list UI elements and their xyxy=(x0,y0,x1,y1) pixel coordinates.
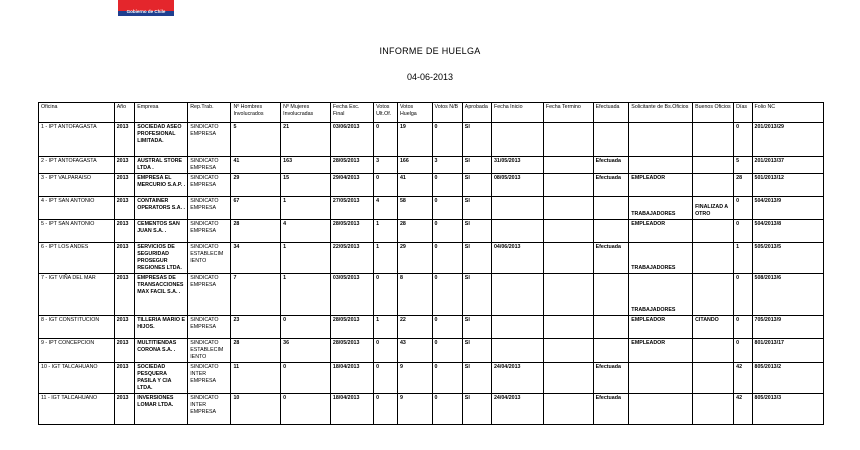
table-cell: 22/05/2013 xyxy=(330,243,373,274)
table-cell: 41 xyxy=(231,157,281,174)
table-cell: 2013 xyxy=(114,243,135,274)
table-header-row xyxy=(39,103,824,123)
table-cell: 58 xyxy=(397,197,432,220)
column-header: Efectuada xyxy=(593,103,629,123)
table-cell: 28 xyxy=(231,338,281,362)
table-cell: 0 xyxy=(432,174,462,197)
table-cell: 21 xyxy=(281,123,331,157)
table-cell: SOCIEDAD PESQUERA PASILA Y CIA LTDA. xyxy=(135,362,188,393)
table-cell: 5 - IPT SAN ANTONIO xyxy=(39,220,115,243)
table-body xyxy=(39,123,824,425)
table-cell: 11 - IGT TALCAHUANO xyxy=(39,393,115,424)
table-cell: 0 xyxy=(432,123,462,157)
column-header: Folio NC xyxy=(752,103,823,123)
table-cell: 166 xyxy=(397,157,432,174)
table-cell: 18/04/2013 xyxy=(330,362,373,393)
table-cell: 31/05/2013 xyxy=(491,157,543,174)
table-cell: 10 xyxy=(231,393,281,424)
table-cell: 1 xyxy=(281,273,331,315)
table-cell: 67 xyxy=(231,197,281,220)
table-cell: SI xyxy=(462,174,491,197)
table-cell: 0 xyxy=(374,123,398,157)
table-cell: 0 xyxy=(374,362,398,393)
table-cell: 0 xyxy=(374,273,398,315)
column-header: Buenos Oficios xyxy=(693,103,734,123)
table-cell: 705/2013/9 xyxy=(752,315,823,338)
table-cell: 27/05/2013 xyxy=(330,197,373,220)
table-cell: 0 xyxy=(432,338,462,362)
table-cell: 805/2013/2 xyxy=(752,362,823,393)
table-cell: SINDICATO EMPRESA xyxy=(188,123,231,157)
table-cell: TRABAJADORES xyxy=(629,243,693,274)
column-header: Nº Mujeres Involucradas xyxy=(281,103,331,123)
table-cell: SINDICATO EMPRESA xyxy=(188,197,231,220)
column-header: Empresa xyxy=(135,103,188,123)
table-cell: 28 xyxy=(397,220,432,243)
table-cell xyxy=(543,157,593,174)
table-cell: 0 xyxy=(281,315,331,338)
table-cell: 18/04/2013 xyxy=(330,393,373,424)
column-header: Días xyxy=(734,103,752,123)
table-cell xyxy=(491,123,543,157)
table-cell: SINDICATO EMPRESA xyxy=(188,273,231,315)
table-cell xyxy=(693,362,734,393)
table-cell xyxy=(629,123,693,157)
table-cell: 29 xyxy=(231,174,281,197)
table-cell: 28 xyxy=(231,220,281,243)
table-cell: 2 - IPT ANTOFAGASTA xyxy=(39,157,115,174)
table-cell: 1 xyxy=(374,315,398,338)
table-cell xyxy=(693,338,734,362)
table-cell: 03/06/2013 xyxy=(330,123,373,157)
table-cell xyxy=(491,197,543,220)
table-cell: 08/05/2013 xyxy=(491,174,543,197)
table-cell: 805/2013/3 xyxy=(752,393,823,424)
table-cell: 1 xyxy=(281,243,331,274)
table-cell xyxy=(543,273,593,315)
table-cell: TRABAJADORES xyxy=(629,197,693,220)
table-cell: 1 xyxy=(374,220,398,243)
table-cell xyxy=(543,220,593,243)
table-cell: 3 xyxy=(374,157,398,174)
table-cell xyxy=(543,243,593,274)
table-cell: 508/2013/6 xyxy=(752,273,823,315)
table-cell: 43 xyxy=(397,338,432,362)
table-cell: 0 xyxy=(432,220,462,243)
table-cell: 4 - IPT SAN ANTONIO xyxy=(39,197,115,220)
table-cell: 28/05/2013 xyxy=(330,220,373,243)
table-cell: 2013 xyxy=(114,362,135,393)
table-cell: 163 xyxy=(281,157,331,174)
table-cell xyxy=(693,123,734,157)
table-cell: 0 xyxy=(374,338,398,362)
table-cell: 28 xyxy=(734,174,752,197)
table-cell: 24/04/2013 xyxy=(491,362,543,393)
table-row xyxy=(39,174,824,197)
table-cell: 4 xyxy=(374,197,398,220)
table-cell: 0 xyxy=(734,220,752,243)
table-cell: 28/05/2013 xyxy=(330,315,373,338)
table-cell: 5 xyxy=(231,123,281,157)
table-cell: SERVICIOS DE SEGURIDAD PROSEGUR REGIONES LTDA. xyxy=(135,243,188,274)
table-cell: 24/04/2013 xyxy=(491,393,543,424)
table-cell xyxy=(593,273,629,315)
table-cell: EMPRESAS DE TRANSACCIONES MAX FACIL S.A. . xyxy=(135,273,188,315)
table-cell: 0 xyxy=(432,273,462,315)
table-cell: EMPRESA EL MERCURIO S.A.P. . xyxy=(135,174,188,197)
table-cell xyxy=(593,123,629,157)
table-cell: Efectuada xyxy=(593,157,629,174)
table-cell: 8 xyxy=(397,273,432,315)
column-header: Oficina xyxy=(39,103,115,123)
table-cell: 2013 xyxy=(114,393,135,424)
table-cell: 201/2013/29 xyxy=(752,123,823,157)
table-cell: EMPLEADOR xyxy=(629,174,693,197)
table-row xyxy=(39,362,824,393)
table-cell xyxy=(693,220,734,243)
table-cell: Efectuada xyxy=(593,393,629,424)
table-cell: FINALIZAD A OTRO xyxy=(693,197,734,220)
column-header: Votos N/B xyxy=(432,103,462,123)
table-cell: TRABAJADORES xyxy=(629,273,693,315)
table-cell: SINDICATO EMPRESA xyxy=(188,315,231,338)
table-cell xyxy=(693,157,734,174)
table-cell: SINDICATO INTER EMPRESA xyxy=(188,393,231,424)
table-cell: SI xyxy=(462,362,491,393)
table-cell: 6 - IPT LOS ANDES xyxy=(39,243,115,274)
table-cell: 23 xyxy=(231,315,281,338)
table-cell xyxy=(693,273,734,315)
table-cell xyxy=(693,393,734,424)
table-cell: 2013 xyxy=(114,273,135,315)
table-cell: 2013 xyxy=(114,197,135,220)
table-cell xyxy=(593,315,629,338)
table-cell: SI xyxy=(462,243,491,274)
table-cell xyxy=(491,338,543,362)
table-cell: 36 xyxy=(281,338,331,362)
table-cell: 201/2013/37 xyxy=(752,157,823,174)
table-cell: 0 xyxy=(432,315,462,338)
table-cell xyxy=(491,315,543,338)
table-cell: 41 xyxy=(397,174,432,197)
table-cell: SI xyxy=(462,393,491,424)
table-cell xyxy=(543,362,593,393)
table-cell: 0 xyxy=(734,273,752,315)
table-cell: 28/05/2013 xyxy=(330,338,373,362)
table-cell: SINDICATO ESTABLECIM IENTO xyxy=(188,338,231,362)
table-cell: 5 xyxy=(734,157,752,174)
table-cell: 10 - IGT TALCAHUANO xyxy=(39,362,115,393)
table-cell: 42 xyxy=(734,362,752,393)
table-cell: SI xyxy=(462,338,491,362)
table-cell: 19 xyxy=(397,123,432,157)
table-cell: 0 xyxy=(432,197,462,220)
column-header: Aprobada xyxy=(462,103,491,123)
table-cell: 1 - IPT ANTOFAGASTA xyxy=(39,123,115,157)
table-cell: SI xyxy=(462,315,491,338)
table-cell: 0 xyxy=(432,243,462,274)
table-cell: 42 xyxy=(734,393,752,424)
table-cell: 8 - IGT CONSTITUCION xyxy=(39,315,115,338)
strike-report-table xyxy=(38,102,824,425)
table-cell: 1 xyxy=(281,197,331,220)
table-cell: 7 - IGT VIÑA DEL MAR xyxy=(39,273,115,315)
table-cell xyxy=(543,174,593,197)
table-cell: SINDICATO ESTABLECIM IENTO xyxy=(188,243,231,274)
table-cell: CONTAINER OPERATORS S.A. . xyxy=(135,197,188,220)
table-cell: SI xyxy=(462,220,491,243)
table-cell: CITANDO xyxy=(693,315,734,338)
table-cell: 22 xyxy=(397,315,432,338)
table-cell: 0 xyxy=(374,174,398,197)
table-cell: 0 xyxy=(734,123,752,157)
table-cell: 0 xyxy=(432,362,462,393)
column-header: Fecha Inicio xyxy=(491,103,543,123)
table-cell: EMPLEADOR xyxy=(629,315,693,338)
table-cell: 801/2013/17 xyxy=(752,338,823,362)
table-row xyxy=(39,157,824,174)
gobierno-logo xyxy=(118,0,174,16)
table-cell xyxy=(543,315,593,338)
table-cell: 29/04/2013 xyxy=(330,174,373,197)
table-cell: 505/2013/5 xyxy=(752,243,823,274)
table-row xyxy=(39,273,824,315)
logo-text: Gobierno de Chile xyxy=(126,9,166,14)
table-cell: 3 xyxy=(432,157,462,174)
table-cell: 501/2013/12 xyxy=(752,174,823,197)
table-cell: SINDICATO EMPRESA xyxy=(188,220,231,243)
table-cell: 2013 xyxy=(114,157,135,174)
column-header: Fecha Exc. Final xyxy=(330,103,373,123)
table-cell xyxy=(593,197,629,220)
table-row xyxy=(39,123,824,157)
table-cell: 3 - IPT VALPARAISO xyxy=(39,174,115,197)
table-cell: SI xyxy=(462,273,491,315)
table-cell xyxy=(593,338,629,362)
table-cell: 34 xyxy=(231,243,281,274)
table-cell: SI xyxy=(462,123,491,157)
column-header: Votos Ult.Of. xyxy=(374,103,398,123)
table-cell xyxy=(491,220,543,243)
table-cell: AUSTRAL STORE LTDA . xyxy=(135,157,188,174)
table-cell: MULTITIENDAS CORONA S.A. . xyxy=(135,338,188,362)
table-cell: 9 - IPT CONCEPCION xyxy=(39,338,115,362)
table-cell: 4 xyxy=(281,220,331,243)
table-cell: 2013 xyxy=(114,338,135,362)
table-cell: 7 xyxy=(231,273,281,315)
column-header: Nº Hombres Involucrados xyxy=(231,103,281,123)
table-cell: Efectuada xyxy=(593,362,629,393)
column-header: Rep.Trab. xyxy=(188,103,231,123)
table-cell xyxy=(693,174,734,197)
column-header: Año xyxy=(114,103,135,123)
table-cell xyxy=(491,273,543,315)
table-cell xyxy=(543,393,593,424)
table-cell xyxy=(543,197,593,220)
table-row xyxy=(39,197,824,220)
table-row xyxy=(39,315,824,338)
table-cell: SI xyxy=(462,157,491,174)
table-cell: 0 xyxy=(734,197,752,220)
table-cell xyxy=(543,123,593,157)
table-cell: SINDICATO EMPRESA xyxy=(188,157,231,174)
table-cell: 03/05/2013 xyxy=(330,273,373,315)
column-header: Fecha Termino xyxy=(543,103,593,123)
table-cell xyxy=(693,243,734,274)
report-date: 04-06-2013 xyxy=(406,72,454,82)
table-cell: 0 xyxy=(281,362,331,393)
table-cell: 2013 xyxy=(114,123,135,157)
table-cell: 1 xyxy=(374,243,398,274)
table-cell: 2013 xyxy=(114,220,135,243)
table-cell: SI xyxy=(462,197,491,220)
column-header: Votos Huelga xyxy=(397,103,432,123)
table-cell: EMPLEADOR xyxy=(629,338,693,362)
table-cell: 0 xyxy=(734,315,752,338)
table-cell: CEMENTOS SAN JUAN S.A. . xyxy=(135,220,188,243)
table-cell: 15 xyxy=(281,174,331,197)
table-cell: SINDICATO EMPRESA xyxy=(188,174,231,197)
table-cell: 2013 xyxy=(114,315,135,338)
table-cell: 9 xyxy=(397,362,432,393)
table-cell: 0 xyxy=(281,393,331,424)
table-cell: 0 xyxy=(374,393,398,424)
table-cell: 1 xyxy=(734,243,752,274)
table-cell xyxy=(543,338,593,362)
table-cell xyxy=(629,157,693,174)
table-cell xyxy=(629,393,693,424)
table-cell: 0 xyxy=(432,393,462,424)
table-cell: 504/2013/8 xyxy=(752,220,823,243)
table-cell: 504/2013/9 xyxy=(752,197,823,220)
table-cell: 29 xyxy=(397,243,432,274)
column-header: Solicitante de Bs.Oficios xyxy=(629,103,693,123)
table-row xyxy=(39,243,824,274)
table-cell: 28/05/2013 xyxy=(330,157,373,174)
table-cell: Efectuada xyxy=(593,243,629,274)
table-cell: 2013 xyxy=(114,174,135,197)
table-cell xyxy=(593,220,629,243)
table-cell: SINDICATO INTER EMPRESA xyxy=(188,362,231,393)
table-cell: Efectuada xyxy=(593,174,629,197)
table-row xyxy=(39,220,824,243)
table-row xyxy=(39,393,824,424)
table-cell: SOCIEDAD ASEO PROFESIONAL LIMITADA. xyxy=(135,123,188,157)
table-cell: INVERSIONES LOMAR LTDA. xyxy=(135,393,188,424)
report-title: INFORME DE HUELGA xyxy=(379,46,481,56)
table-cell: 0 xyxy=(734,338,752,362)
table-cell: EMPLEADOR xyxy=(629,220,693,243)
table-cell: 9 xyxy=(397,393,432,424)
table-cell: 11 xyxy=(231,362,281,393)
table-cell: 04/06/2013 xyxy=(491,243,543,274)
table-cell: TILLERIA MARIO E HIJOS. xyxy=(135,315,188,338)
table-row xyxy=(39,338,824,362)
table-cell xyxy=(629,362,693,393)
